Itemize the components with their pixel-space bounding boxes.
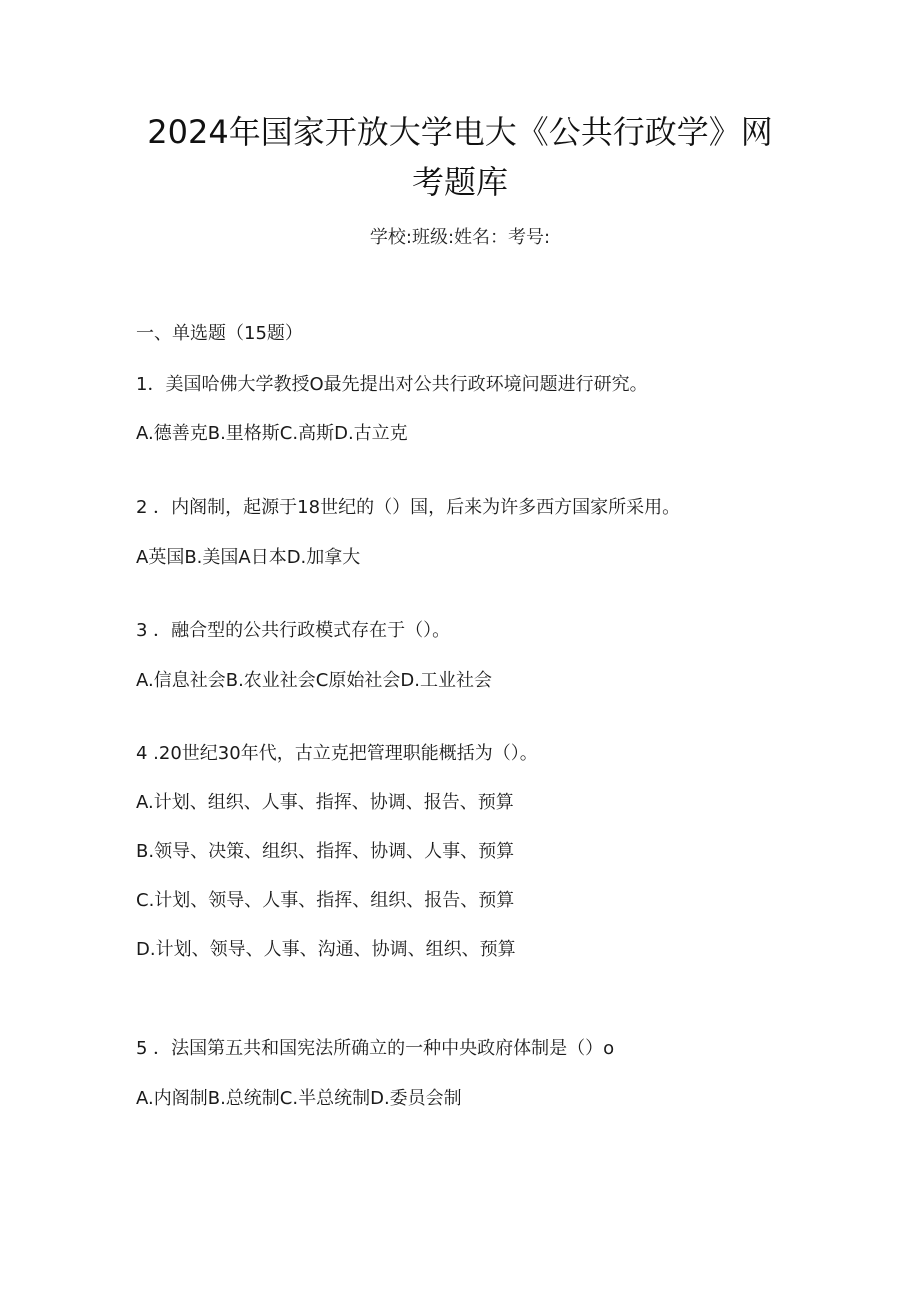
- question-1-stem: 1．美国哈佛大学教授O最先提出对公共行政环境问题进行研究。: [136, 374, 648, 395]
- document-title-line-2: 考题库: [411, 163, 508, 201]
- question-4-option-a: A.计划、组织、人事、指挥、协调、报告、预算: [136, 792, 514, 813]
- question-5-stem: 5 ．法国第五共和国宪法所确立的一种中央政府体制是（）o: [136, 1038, 615, 1059]
- question-3-stem: 3 ．融合型的公共行政模式存在于（）。: [136, 620, 451, 641]
- question-4-stem: 4 .20世纪30年代，古立克把管理职能概括为（）。: [136, 743, 538, 764]
- question-4-option-b: B.领导、决策、组织、指挥、协调、人事、预算: [136, 841, 515, 862]
- student-info-line: 学校:班级:姓名：考号:: [369, 227, 551, 248]
- section-heading: 一、单选题（15题）: [136, 323, 303, 344]
- question-3-options: A.信息社会B.农业社会C原始社会D.工业社会: [136, 670, 492, 691]
- question-2-stem: 2 ．内阁制，起源于18世纪的（）国，后来为许多西方国家所采用。: [136, 497, 681, 518]
- question-4-option-d: D.计划、领导、人事、沟通、协调、组织、预算: [136, 939, 516, 960]
- question-4-option-c: C.计划、领导、人事、指挥、组织、报告、预算: [136, 890, 515, 911]
- document-title-line-1: 2024年国家开放大学电大《公共行政学》网: [147, 113, 773, 151]
- question-5-options: A.内阁制B.总统制C.半总统制D.委员会制: [136, 1088, 462, 1109]
- question-1-options: A.德善克B.里格斯C.高斯D.古立克: [136, 423, 408, 444]
- question-2-options: A英国B.美国A日本D.加拿大: [136, 547, 361, 568]
